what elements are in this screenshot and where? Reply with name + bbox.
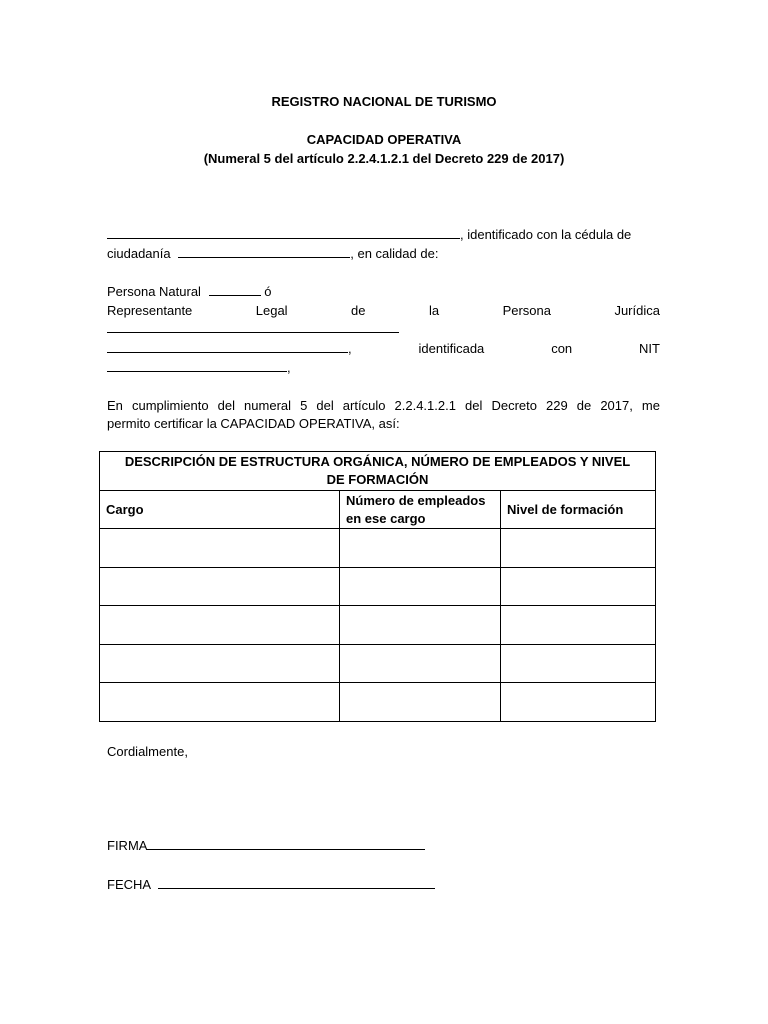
name-blank[interactable]: [107, 227, 460, 239]
table-row: [100, 529, 656, 568]
cell-cargo[interactable]: [100, 529, 340, 568]
natural-person-line: [107, 284, 271, 299]
nit-number-line: [107, 360, 291, 375]
id-number-blank[interactable]: [178, 246, 350, 258]
comma-end: ,: [287, 360, 291, 375]
natural-person-blank[interactable]: [209, 284, 261, 296]
signature-line: [107, 838, 425, 853]
col-cargo: Cargo: [100, 491, 340, 529]
col-nivel-formacion: Nivel de formación: [501, 491, 656, 529]
word-persona: Persona: [502, 303, 551, 318]
identity-line-1: [107, 227, 660, 242]
word-con: con: [551, 341, 573, 356]
table-row: [100, 606, 656, 645]
id-text: , identificado con la cédula de: [460, 227, 632, 242]
table-row: [100, 567, 656, 606]
legal-rep-line: [107, 303, 660, 318]
word-juridica: Jurídica: [614, 303, 660, 318]
cell-numero[interactable]: [340, 606, 501, 645]
table-heading-row: [100, 452, 656, 491]
statement-line-2: permito certificar la CAPACIDAD OPERATIVA, así:: [107, 416, 400, 431]
cell-numero[interactable]: [340, 567, 501, 606]
cell-cargo[interactable]: [100, 567, 340, 606]
date-line: [107, 877, 435, 892]
cell-numero[interactable]: [340, 644, 501, 683]
table-row: [100, 644, 656, 683]
cell-numero[interactable]: [340, 683, 501, 722]
identity-line-2: [107, 246, 438, 261]
legal-reference: (Numeral 5 del artículo 2.2.4.1.2.1 del Decreto 229 de 2017): [203, 151, 565, 166]
word-la: la: [428, 303, 440, 318]
cell-nivel[interactable]: [501, 567, 656, 606]
entity-name-blank-2[interactable]: [107, 341, 348, 353]
table-row: [100, 683, 656, 722]
word-representante: Representante: [107, 303, 193, 318]
signature-blank[interactable]: [147, 838, 425, 850]
date-blank[interactable]: [158, 877, 435, 889]
table-heading: DESCRIPCIÓN DE ESTRUCTURA ORGÁNICA, NÚMERO DE EMPLEADOS Y NIVEL DE FORMACIÓN: [100, 452, 656, 491]
word-nit: NIT: [639, 341, 660, 356]
cell-nivel[interactable]: [501, 529, 656, 568]
signature-label: FIRMA: [107, 838, 148, 853]
capacity-label: , en calidad de:: [350, 246, 439, 261]
entity-name-blank[interactable]: [107, 321, 399, 333]
cell-nivel[interactable]: [501, 683, 656, 722]
statement-line-1: En cumplimiento del numeral 5 del artículo 2.2.4.1.2.1 del Decreto 229 de 2017, me: [107, 398, 660, 413]
date-label: FECHA: [107, 877, 151, 892]
comma: ,: [348, 341, 352, 356]
registry-title: REGISTRO NACIONAL DE TURISMO: [271, 94, 497, 109]
word-identificada: identificada: [418, 341, 485, 356]
cell-cargo[interactable]: [100, 644, 340, 683]
cell-nivel[interactable]: [501, 644, 656, 683]
word-de: de: [351, 303, 366, 318]
or-mark: ó: [264, 284, 272, 299]
word-legal: Legal: [255, 303, 288, 318]
nit-line: [107, 341, 660, 356]
nit-number-blank[interactable]: [107, 360, 287, 372]
capacity-table: [99, 451, 656, 722]
entity-name-line: [107, 321, 399, 336]
salutation: Cordialmente,: [107, 744, 188, 759]
cell-cargo[interactable]: [100, 683, 340, 722]
cell-nivel[interactable]: [501, 606, 656, 645]
cell-cargo[interactable]: [100, 606, 340, 645]
col-numero-empleados: Número de empleados en ese cargo: [340, 491, 501, 529]
citizenship-label: ciudadanía: [107, 246, 171, 261]
cell-numero[interactable]: [340, 529, 501, 568]
table-header-row: [100, 491, 656, 529]
natural-person-label: Persona Natural: [107, 284, 201, 299]
form-title: CAPACIDAD OPERATIVA: [306, 132, 462, 147]
